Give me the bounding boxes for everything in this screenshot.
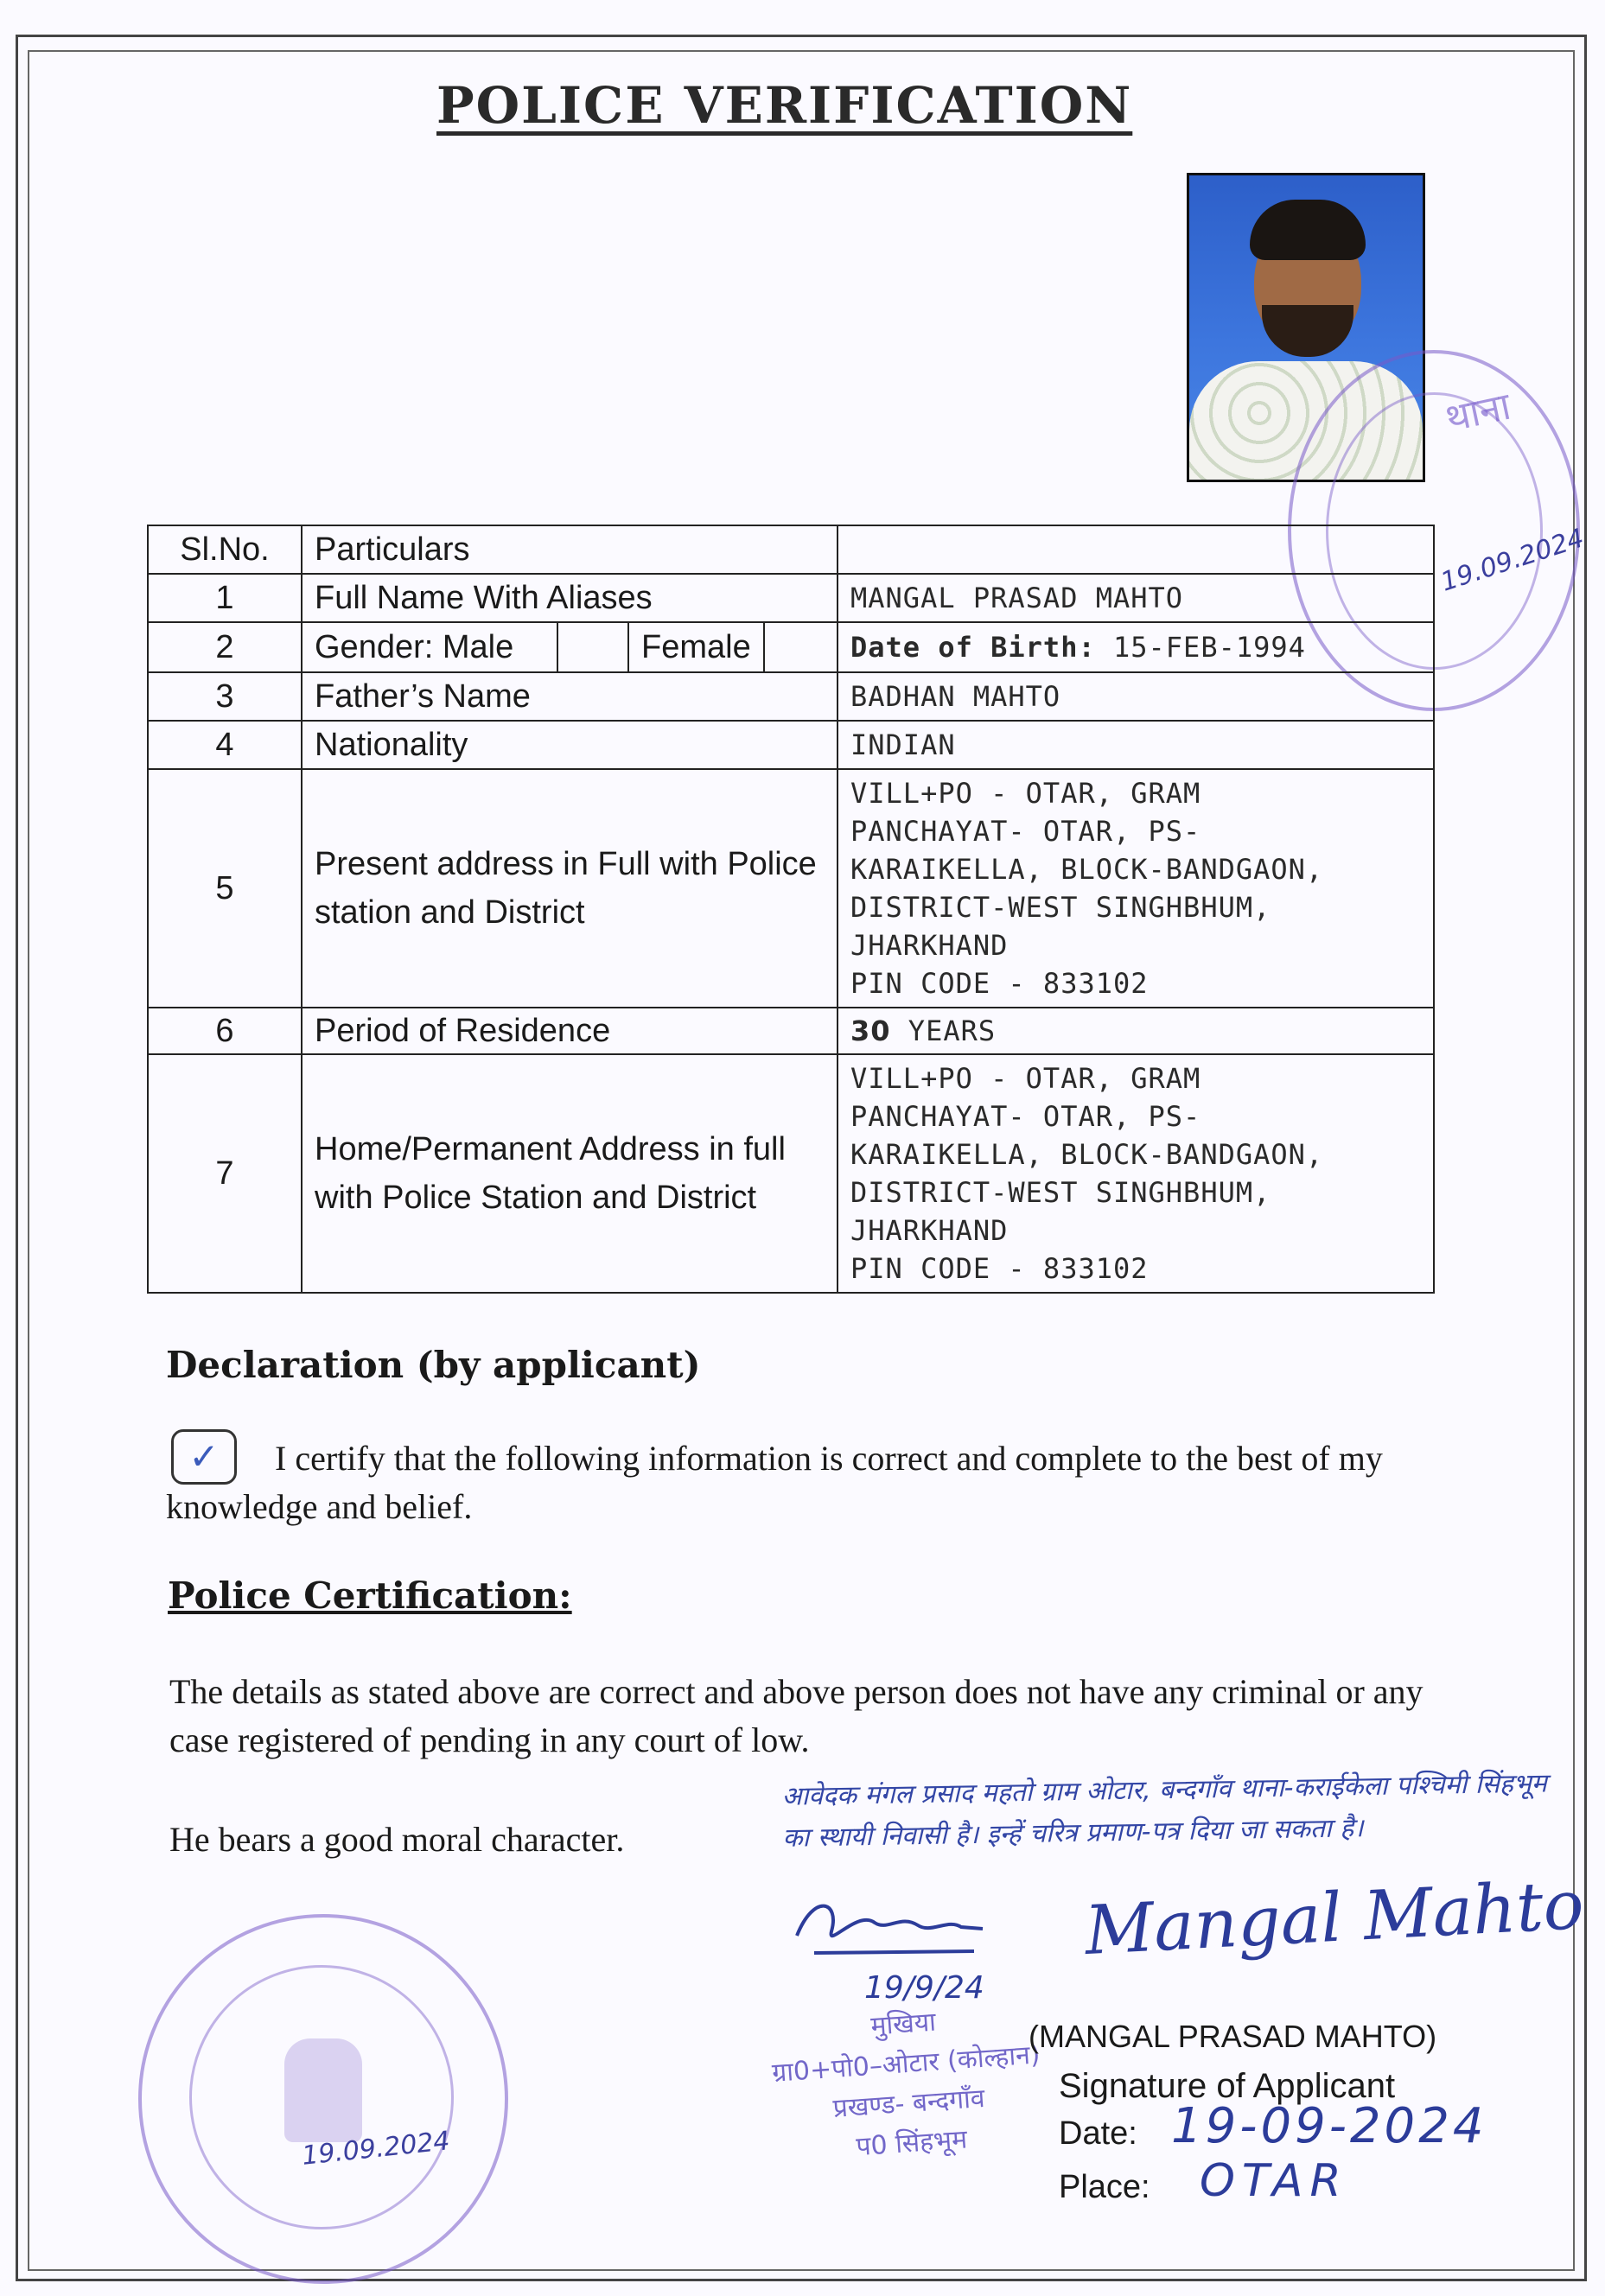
table-row [148,769,1434,1008]
moral-character-text: He bears a good moral character. [169,1820,625,1859]
address-line: JHARKHAND [850,929,1009,962]
police-stamp-bottom-left [138,1914,508,2284]
row-label: Home/Permanent Address in full with Police Station and District [302,1054,838,1293]
row-number: 5 [148,769,302,1008]
dob-label: Date of Birth: [850,631,1096,664]
header-sl-no: Sl.No. [148,525,302,574]
dob-cell [838,622,1434,672]
header-value [838,525,1434,574]
row-label: Present address in Full with Police station and District [302,769,838,1008]
nationality-value: INDIAN [838,721,1434,769]
place-value: OTAR [1200,2155,1348,2207]
stamp-date: 19.09.2024 [1436,523,1588,598]
gender-male-box [558,623,629,671]
signature-label: Signature of Applicant [1059,2067,1396,2105]
stamp-date: 19.09.2024 [300,2126,452,2172]
table-row [148,574,1434,622]
row-number: 6 [148,1008,302,1054]
date-value: 19-09-2024 [1171,2098,1487,2154]
table-row [148,1054,1434,1293]
address-line: JHARKHAND [850,1214,1009,1247]
declaration-heading: Declaration (by applicant) [166,1344,701,1386]
row-label: Father’s Name [302,672,838,721]
police-certification-text: The details as stated above are correct and above person does not have any criminal or any case registered of pending in any court of low. [169,1672,1423,1759]
document-title: POLICE VERIFICATION [436,76,1133,135]
dob-value: 15-FEB-1994 [1112,631,1306,664]
table-row [148,622,1434,672]
gender-female-label: Female [629,623,765,671]
address-line: PANCHAYAT- OTAR, PS- [850,815,1201,848]
gender-male-label: Gender: Male [303,623,558,671]
header-particulars: Particulars [302,525,838,574]
gender-cell [302,622,838,672]
applicant-signature: Mangal Mahto [1083,1866,1586,1971]
officer-signature [788,1884,996,1983]
present-address-value [838,769,1434,1008]
table-row [148,672,1434,721]
stamp-line: प0 सिंहभूम [855,2124,969,2163]
row-number: 1 [148,574,302,622]
address-line: PIN CODE - 833102 [850,1252,1149,1285]
handwritten-hindi-note: आवेदक मंगल प्रसाद महतो ग्राम ओटार, बन्दगाँव थाना-कराईकेला पश्चिमी सिंहभूम का स्थायी निवासी है। इन्हें चरित्र प्रमाण-पत्र दिया जा सकता है। [781,1768,1548,1854]
father-name-value: BADHAN MAHTO [838,672,1434,721]
address-line: PANCHAYAT- OTAR, PS- [850,1100,1201,1133]
stamp-line: ग्रा0+पो0–ओटार (कोल्हान) [771,2039,1041,2089]
residence-years-unit: YEARS [908,1014,997,1047]
mukhiya-stamp [747,1994,1068,2175]
table-header-row [148,525,1434,574]
stamp-line: मुखिया [869,2007,937,2042]
police-certification-heading: Police Certification: [168,1574,572,1617]
officer-signature-date: 19/9/24 [864,1970,984,2006]
row-label: Full Name With Aliases [302,574,838,622]
date-label: Date: [1059,2115,1137,2152]
row-label: Nationality [302,721,838,769]
address-line: DISTRICT-WEST SINGHBHUM, [850,1176,1271,1209]
address-line: KARAIKELLA, BLOCK-BANDGAON, [850,853,1324,886]
residence-years-number: 30 [850,1014,891,1047]
address-line: VILL+PO - OTAR, GRAM [850,777,1201,810]
address-line: DISTRICT-WEST SINGHBHUM, [850,891,1271,924]
full-name-value: MANGAL PRASAD MAHTO [838,574,1434,622]
stamp-text: थाना [1442,385,1515,441]
declaration-text: I certify that the following information is correct and complete to the best of my knowledge and belief. [166,1439,1383,1526]
address-line: VILL+PO - OTAR, GRAM [850,1062,1201,1095]
table-row [148,1008,1434,1054]
applicant-name: (MANGAL PRASAD MAHTO) [1029,2019,1437,2054]
residence-period-value [838,1008,1434,1054]
address-line: PIN CODE - 833102 [850,967,1149,1000]
row-number: 7 [148,1054,302,1293]
verification-table [147,525,1435,1294]
row-number: 2 [148,622,302,672]
row-number: 3 [148,672,302,721]
row-number: 4 [148,721,302,769]
address-line: KARAIKELLA, BLOCK-BANDGAON, [850,1138,1324,1171]
declaration-checkbox[interactable]: ✓ [171,1429,237,1485]
place-label: Place: [1059,2169,1150,2205]
stamp-line: प्रखण्ड- बन्दगाँव [831,2083,986,2125]
emblem-icon [284,2038,362,2142]
table-row [148,721,1434,769]
permanent-address-value [838,1054,1434,1293]
row-label: Period of Residence [302,1008,838,1054]
